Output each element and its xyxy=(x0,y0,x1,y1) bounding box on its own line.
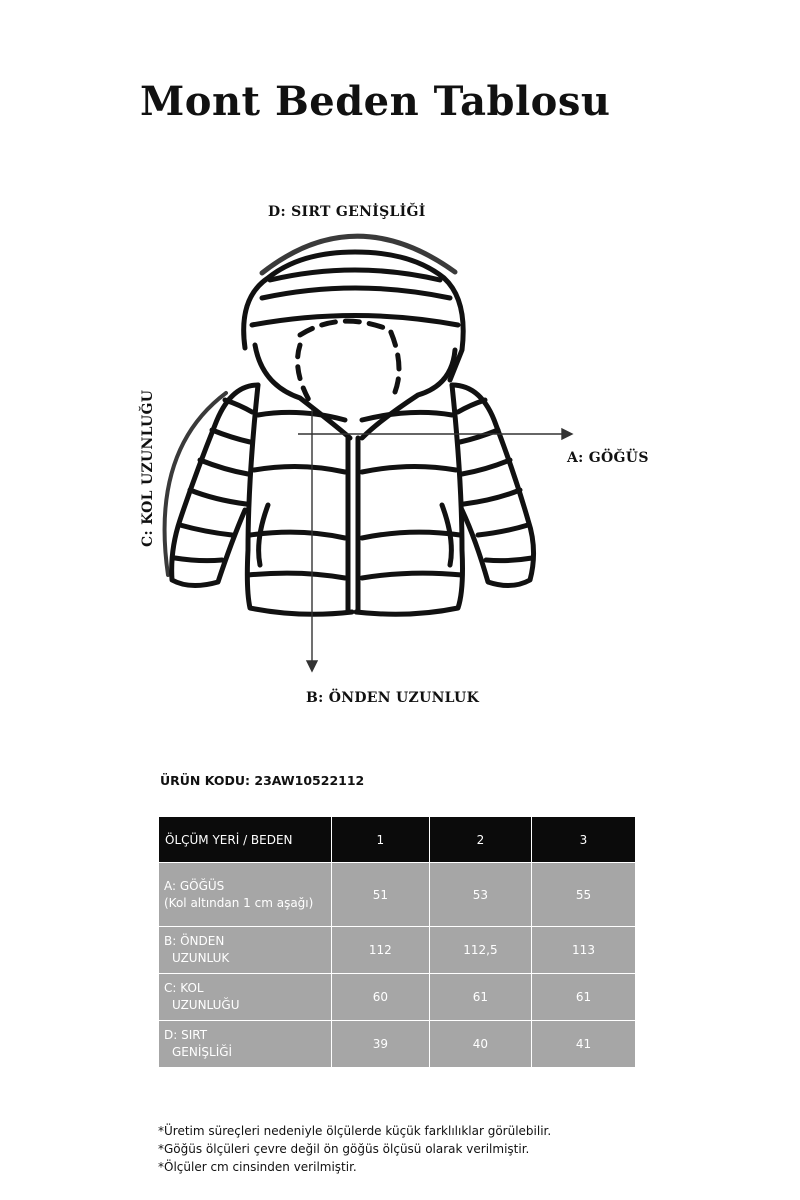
label-sleeve-length: C: KOL UZUNLUĞU xyxy=(140,389,156,547)
row-label-line1: A: GÖĞÜS xyxy=(164,878,225,893)
row-label xyxy=(159,927,331,974)
table-cell: 41 xyxy=(532,1021,636,1068)
footnote: *Üretim süreçleri nedeniyle ölçülerde küçük farklılıklar görülebilir. xyxy=(158,1124,552,1138)
label-front-length: B: ÖNDEN UZUNLUK xyxy=(306,690,480,706)
row-label xyxy=(159,863,331,927)
row-label xyxy=(159,974,331,1021)
table-cell: 53 xyxy=(429,863,531,927)
row-label-line2: GENİŞLİĞİ xyxy=(172,1045,233,1059)
product-code: ÜRÜN KODU: 23AW10522112 xyxy=(160,773,365,788)
footnote: *Ölçüler cm cinsinden verilmiştir. xyxy=(158,1160,357,1174)
table-cell: 51 xyxy=(331,863,429,927)
length-arrow-head xyxy=(307,661,317,671)
table-row xyxy=(159,1021,635,1068)
footnotes xyxy=(158,1122,551,1176)
page-title: Mont Beden Tablosu xyxy=(140,78,611,125)
table-cell: 113 xyxy=(532,927,636,974)
row-label-line2: UZUNLUK xyxy=(172,951,230,965)
table-cell: 40 xyxy=(429,1021,531,1068)
row-label-line2: (Kol altından 1 cm aşağı) xyxy=(164,895,314,910)
chest-arrow-head xyxy=(562,429,572,439)
label-chest: A: GÖĞÜS xyxy=(567,450,649,466)
table-cell: 61 xyxy=(429,974,531,1021)
row-label-line1: C: KOL xyxy=(164,981,204,995)
row-label-line1: D: SIRT xyxy=(164,1028,208,1042)
table-cell: 60 xyxy=(331,974,429,1021)
table-cell: 55 xyxy=(532,863,636,927)
row-label-line2: UZUNLUĞU xyxy=(172,998,240,1012)
table-cell: 112 xyxy=(331,927,429,974)
label-back-width: D: SIRT GENİŞLİĞİ xyxy=(268,204,426,220)
table-row xyxy=(159,863,635,927)
header-measure: ÖLÇÜM YERİ / BEDEN xyxy=(159,817,331,863)
row-label-line1: B: ÖNDEN xyxy=(164,934,225,948)
jacket-diagram xyxy=(0,180,800,720)
table-row xyxy=(159,927,635,974)
table-header-row xyxy=(159,817,635,863)
header-size-1: 1 xyxy=(331,817,429,863)
row-label xyxy=(159,1021,331,1068)
table-cell: 39 xyxy=(331,1021,429,1068)
size-table xyxy=(159,817,635,1067)
header-size-3: 3 xyxy=(532,817,636,863)
header-size-2: 2 xyxy=(429,817,531,863)
jacket-illustration xyxy=(0,180,800,720)
table-row xyxy=(159,974,635,1021)
table-cell: 112,5 xyxy=(429,927,531,974)
table-cell: 61 xyxy=(532,974,636,1021)
footnote: *Göğüs ölçüleri çevre değil ön göğüs ölçüsü olarak verilmiştir. xyxy=(158,1142,530,1156)
